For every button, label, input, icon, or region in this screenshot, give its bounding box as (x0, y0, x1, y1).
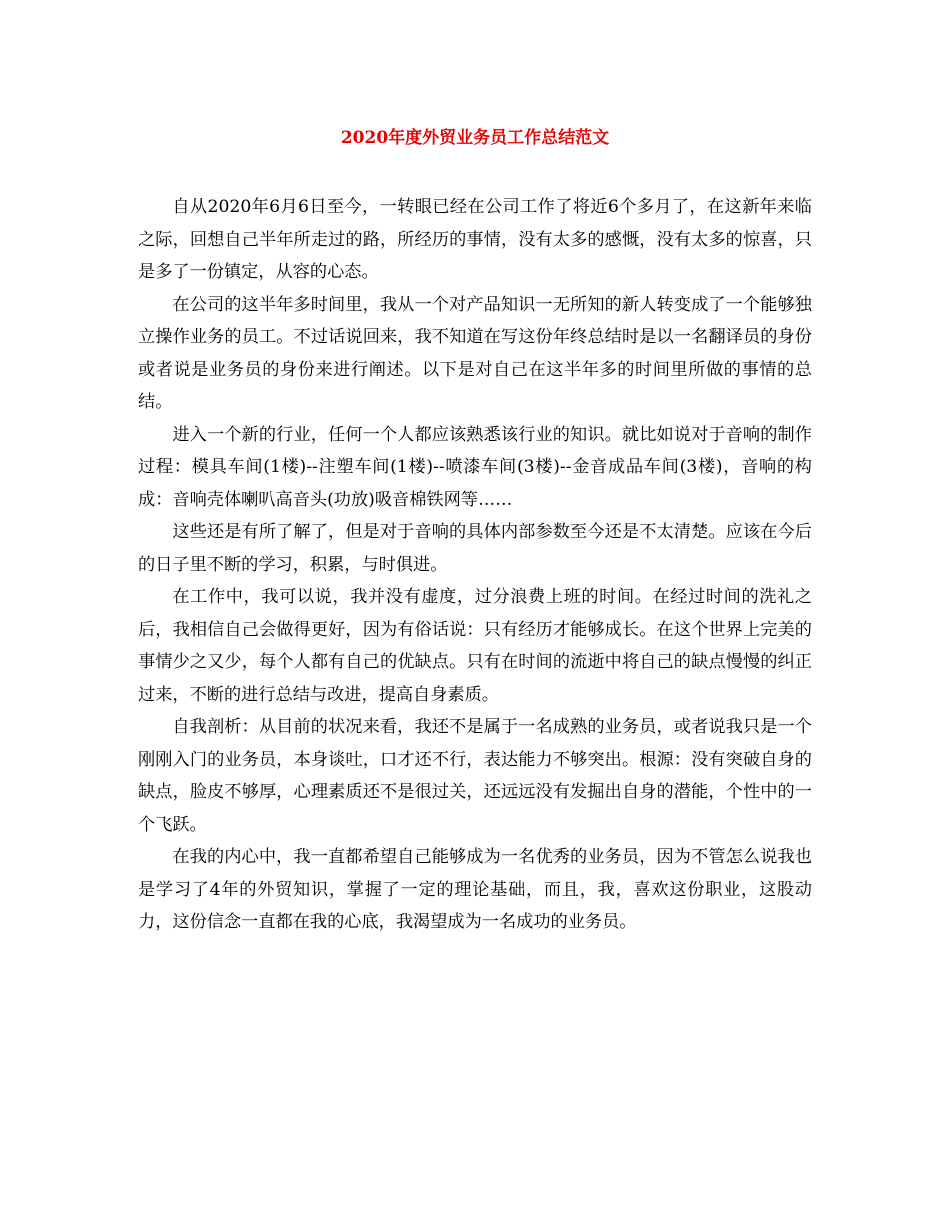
paragraph-7: 在我的内心中，我一直都希望自己能够成为一名优秀的业务员，因为不管怎么说我也是学习了4年的外贸知识，掌握了一定的理论基础，而且，我，喜欢这份职业，这股动力，这份信念一直都在我的心底，我渴望成为一名成功的业务员。 (138, 847, 812, 932)
paragraph-6: 自我剖析：从目前的状况来看，我还不是属于一名成熟的业务员，或者说我只是一个刚刚入门的业务员，本身谈吐，口才还不行，表达能力不够突出。根源：没有突破自身的缺点，脸皮不够厚，心理素质还不是很过关，还远远没有发掘出自身的潜能，个性中的一个飞跃。 (138, 717, 812, 835)
document-body (138, 191, 812, 939)
document-title: 2020年度外贸业务员工作总结范文 (340, 128, 610, 148)
paragraph-4: 这些还是有所了解了，但是对于音响的具体内部参数至今还是不太清楚。应该在今后的日子里不断的学习，积累，与时俱进。 (138, 522, 812, 575)
paragraph-5: 在工作中，我可以说，我并没有虚度，过分浪费上班的时间。在经过时间的洗礼之后，我相信自己会做得更好，因为有俗话说：只有经历才能够成长。在这个世界上完美的事情少之又少，每个人都有自己的优缺点。只有在时间的流逝中将自己的缺点慢慢的纠正过来，不断的进行总结与改进，提高自身素质。 (138, 587, 812, 705)
paragraph-1: 自从2020年6月6日至今，一转眼已经在公司工作了将近6个多月了，在这新年来临之际，回想自己半年所走过的路，所经历的事情，没有太多的感慨，没有太多的惊喜，只是多了一份镇定，从容的心态。 (138, 197, 812, 282)
paragraph-2: 在公司的这半年多时间里，我从一个对产品知识一无所知的新人转变成了一个能够独立操作业务的员工。不过话说回来，我不知道在写这份年终总结时是以一名翻译员的身份或者说是业务员的身份来进行阐述。以下是对自己在这半年多的时间里所做的事情的总结。 (138, 294, 812, 412)
paragraph-3: 进入一个新的行业，任何一个人都应该熟悉该行业的知识。就比如说对于音响的制作过程：模具车间(1楼)--注塑车间(1楼)--喷漆车间(3楼)--金音成品车间(3楼)，音响的构成：音响壳体喇叭高音头(功放)吸音棉铁网等…… (138, 424, 812, 510)
